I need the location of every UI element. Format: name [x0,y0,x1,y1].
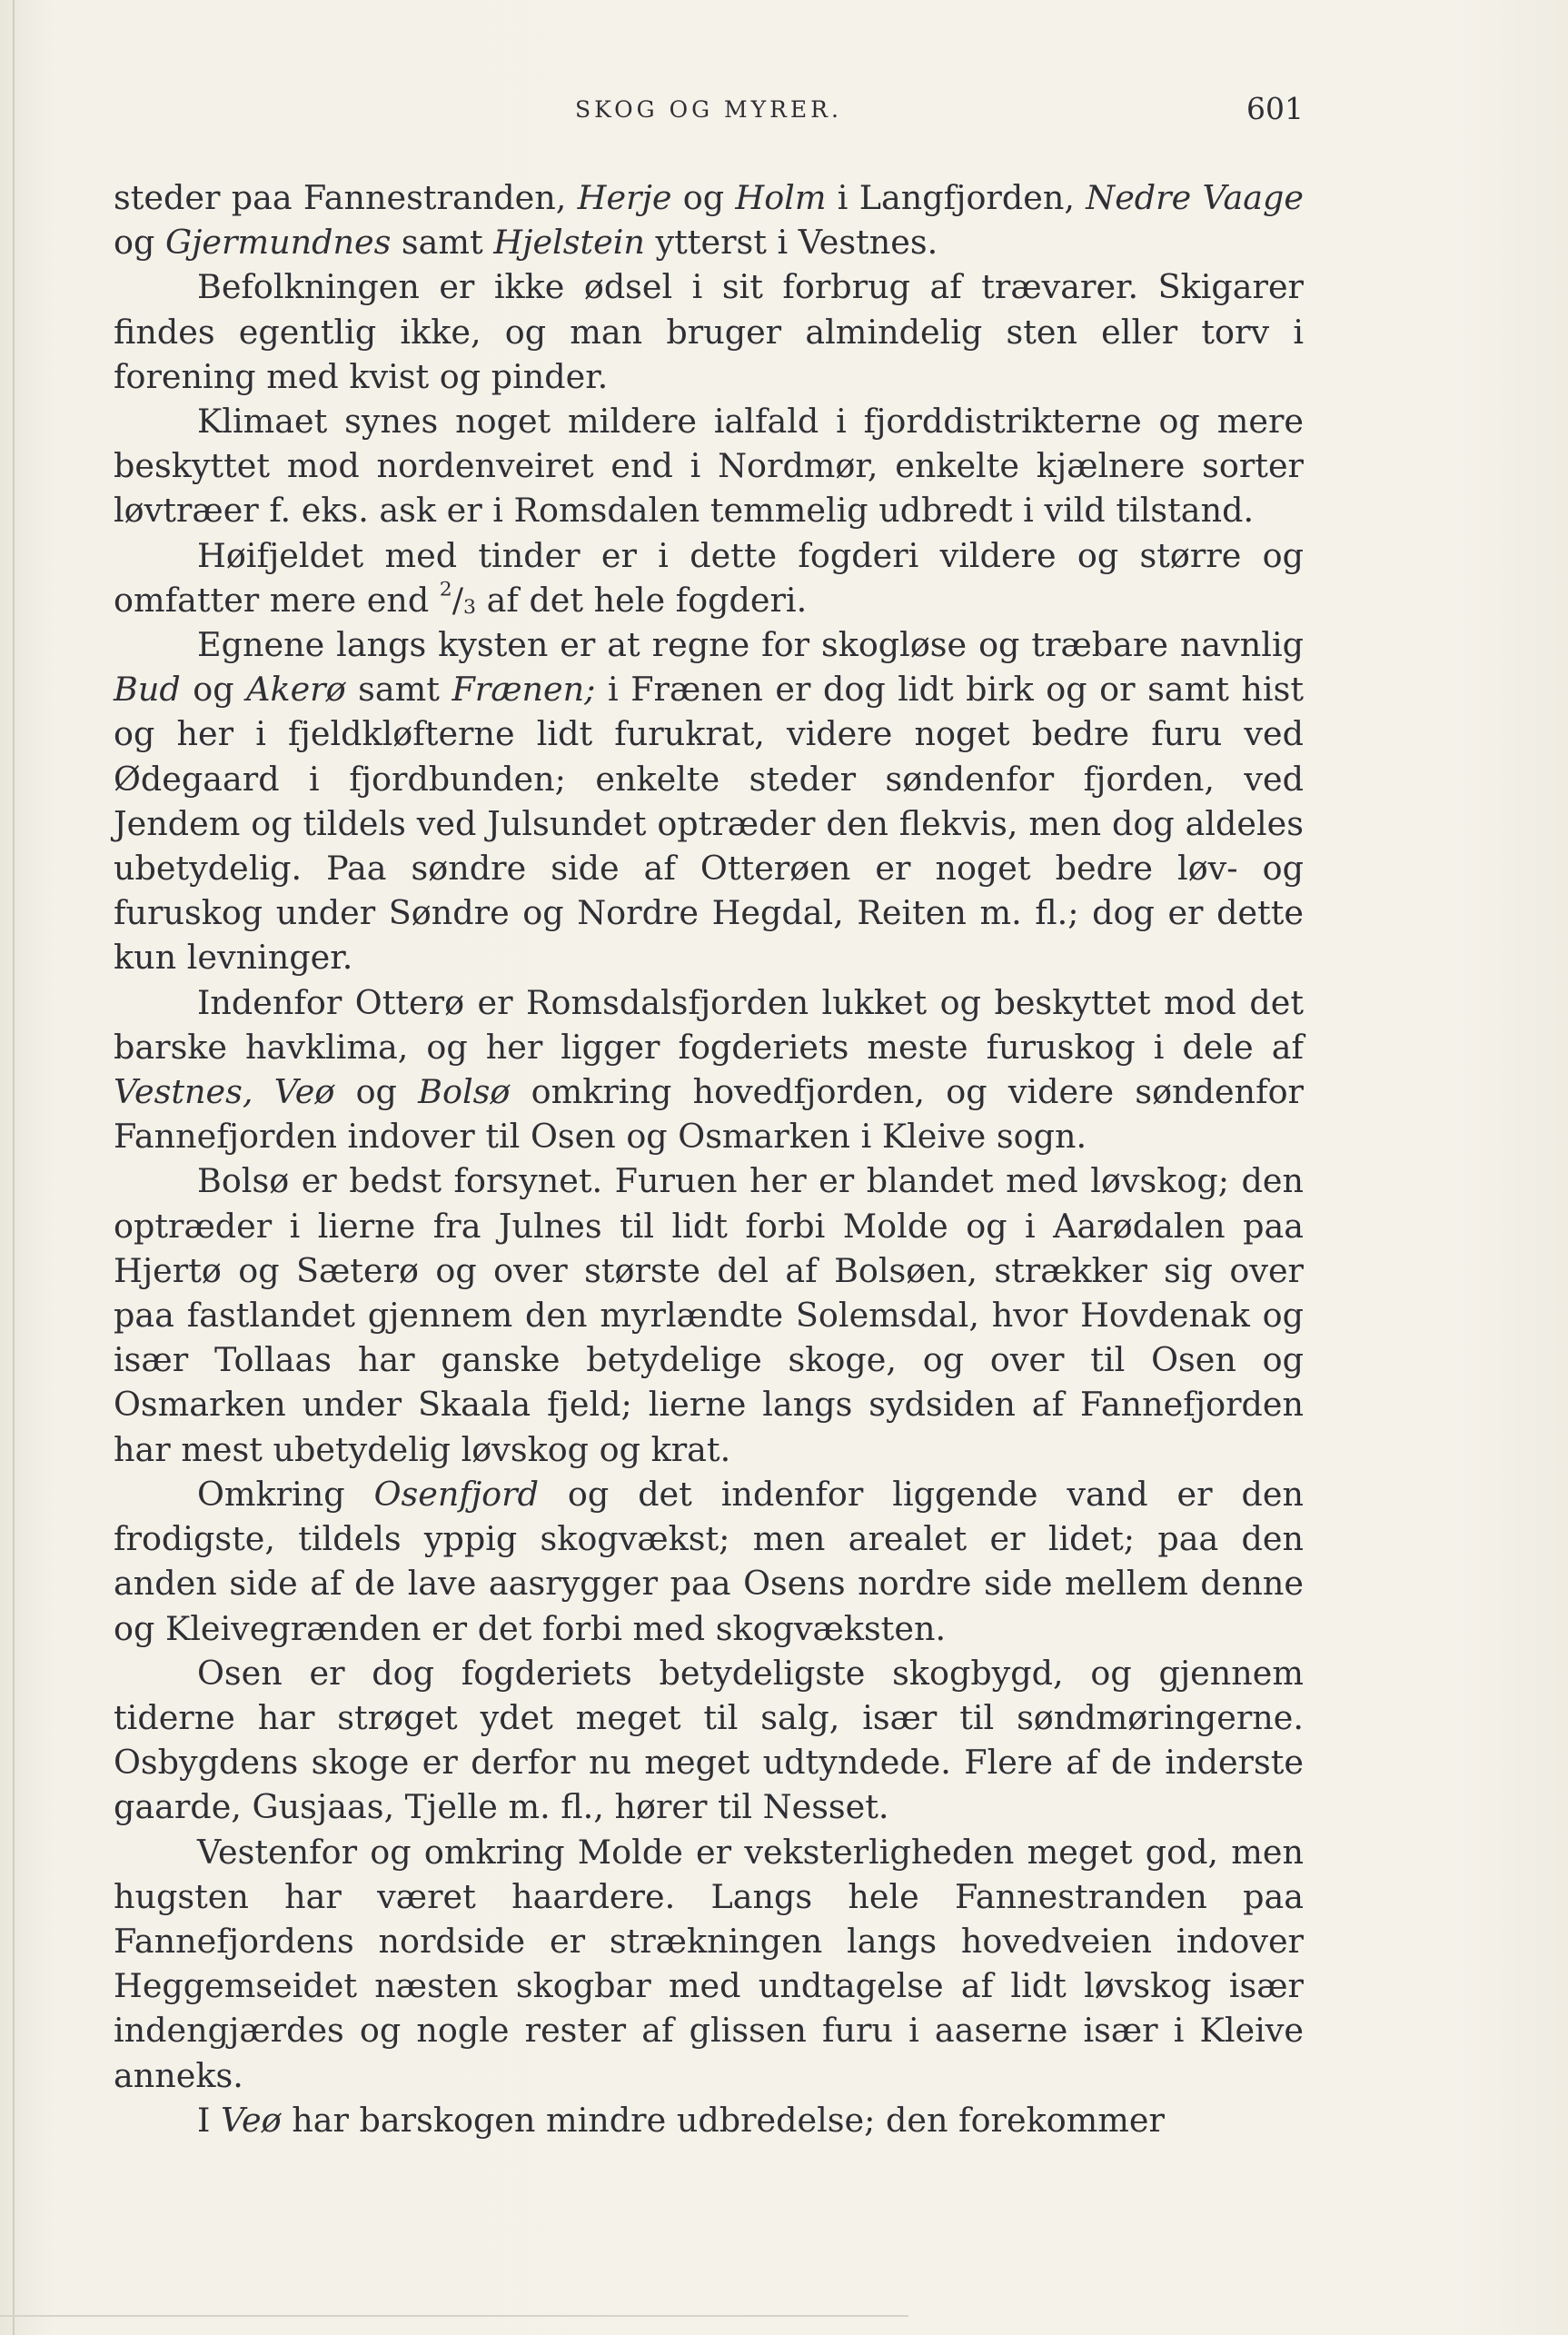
place-name: Holm [735,178,827,217]
text-run: Indenfor Otterø er Romsdalsfjorden lukket og beskyttet mod det barske havklima, og her ligger fogderiets meste furuskog i dele af [114,982,1304,1067]
paragraph [114,2098,1304,2142]
paragraph [114,1651,1304,1830]
fraction: $^2/_3$ [439,578,476,620]
paragraph [114,1830,1304,2098]
place-name: Frænen; [452,670,596,710]
text-run [253,1072,273,1111]
paragraph [114,980,1304,1159]
place-name: Nedre Vaage [1086,178,1304,217]
page-number: 601 [1246,91,1304,126]
text-run: Bolsø er bedst forsynet. Furuen her er blandet med løvskog; den optræder i lierne fra Julnes til lidt forbi Molde og i Aarødalen paa Hjertø og Sæterø og over største del af Bolsøen, strækker sig over paa fastlandet gjennem den myrlændte Solemsdal, hvor Hovdenak og især Tollaas har ganske betydelige skoge, og over til Osen og Osmarken under Skaala fjeld; lierne langs sydsiden af Fannefjorden har mest ubetydelig løvskog og krat. [114,1161,1304,1469]
text-run: og [334,1072,419,1112]
text-run: og det indenfor liggende vand er den frodigste, tildels yppig skogvækst; men arealet er lidet; paa den anden side af de lave aasrygger paa Osens nordre side mellem denne og Kleivegrænden er det forbi med skogvæksten. [114,1474,1305,1648]
running-title: SKOG OG MYRER. [575,96,842,123]
paragraph [114,1158,1304,1471]
text-run: Befolkningen er ikke ødsel i sit forbrug af trævarer. Skigarer findes egentlig ikke, og man bruger almindelig sten eller torv i forening med kvist og pinder. [114,267,1304,396]
text-run: samt [391,223,494,263]
text-run: Egnene langs kysten er at regne for skogløse og træbare navnlig [197,625,1304,665]
place-name: Gjermundnes [164,223,392,263]
text-run: ytterst i Vestnes. [644,223,938,263]
text-run: omkring hovedfjorden, og videre søndenfor Fannefjorden indover til Osen og Osmarken i Kleive sogn. [114,1072,1304,1157]
text-run: steder paa Fannestranden, [114,178,578,217]
text-run: I [197,2100,222,2140]
paragraph [114,622,1304,980]
place-name: Osenfjord [373,1474,539,1514]
text-run: Vestenfor og omkring Molde er veksterligheden meget god, men hugsten har været haardere. Langs hele Fannestranden paa Fannefjordens nordside er strækningen langs hovedveien indover Heggemseidet næsten skogbar med undtagelse af lidt løvskog især indengjærdes og nogle rester af glissen furu i aaserne især i Kleive anneks. [114,1832,1304,2095]
place-name: Herje [577,178,672,217]
place-name: Hjelstein [493,223,645,263]
place-name: Vestnes, [114,1072,253,1112]
body-text [114,175,1304,2142]
text-run: har barskogen mindre udbredelse; den forekommer [281,2100,1165,2140]
text-run: Klimaet synes noget mildere ialfald i fjorddistrikterne og mere beskyttet mod nordenveiret end i Nordmør, enkelte kjælnere sorter løvtræer f. eks. ask er i Romsdalen temmelig udbredt i vild tilstand. [114,402,1304,531]
paragraph [114,533,1304,622]
place-name: Bolsø [418,1072,511,1112]
place-name: Veø [273,1072,335,1112]
paragraph [114,264,1304,399]
text-run: Omkring [197,1474,374,1514]
place-name: Bud [114,670,181,710]
paragraph [114,175,1304,264]
text-run: i Frænen er dog lidt birk og or samt hist og her i fjeldkløfterne lidt furukrat, videre noget bedre furu ved Ødegaard i fjordbunden; enkelte steder søndenfor fjorden, ved Jendem og tildels ved Julsundet optræder den flekvis, men dog aldeles ubetydelig. Paa søndre side af Otterøen er noget bedre løv- og furuskog under Søndre og Nordre Hegdal, Reiten m. fl.; dog er dette kun levninger. [114,670,1304,978]
text-run: Høifjeldet med tinder er i dette fogderi vildere og større og omfatter mere end [114,535,1304,620]
paragraph [114,1472,1304,1651]
page-bottom-shadow [0,2315,908,2317]
place-name: Akerø [246,670,346,710]
text-run: og [114,223,165,263]
text-run: af det hele fogderi. [475,580,808,620]
text-run: i Langfjorden, [826,178,1087,217]
text-run: samt [345,670,452,710]
paragraph [114,399,1304,533]
place-name: Veø [221,2100,282,2140]
page-header [114,91,1304,136]
text-run: Osen er dog fogderiets betydeligste skogbygd, og gjennem tiderne har strøget ydet meget til salg, især til søndmøringerne. Osbygdens skoge er derfor nu meget udtyndede. Flere af de inderste gaarde, Gusjaas, Tjelle m. fl., hører til Nesset. [114,1653,1304,1827]
page-edge-line [13,0,15,2335]
text-run: og [180,670,247,710]
text-run: og [671,178,736,217]
